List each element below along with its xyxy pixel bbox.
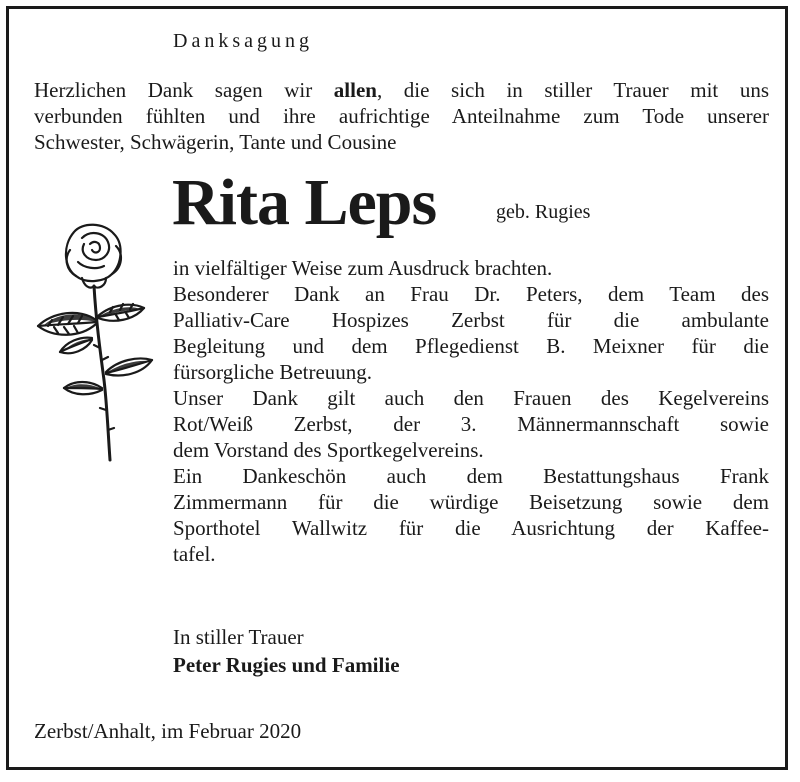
birth-name: geb. Rugies: [496, 201, 591, 223]
body-line-10: Zimmermann für die würdige Beisetzung sowie dem: [173, 490, 769, 514]
intro-emphasis: allen: [333, 78, 377, 102]
body-line-12: tafel.: [173, 542, 216, 566]
body-paragraph: [173, 255, 769, 567]
notice-heading: Danksagung: [173, 30, 313, 52]
intro-line-1: [34, 77, 769, 103]
body-line-6: Unser Dank gilt auch den Frauen des Kegelvereins: [173, 386, 769, 410]
deceased-name-row: [172, 168, 436, 238]
closing-phrase: In stiller Trauer: [173, 625, 304, 649]
body-line-5: fürsorgliche Betreuung.: [173, 360, 373, 384]
body-line-8: dem Vorstand des Sportkegelvereins.: [173, 438, 484, 462]
intro-text-a: Herzlichen Dank sagen wir: [34, 78, 334, 102]
place-date: Zerbst/Anhalt, im Februar 2020: [34, 719, 302, 743]
rose-icon: [34, 220, 160, 464]
intro-paragraph: [34, 77, 769, 155]
intro-line-2: verbunden fühlten und ihre aufrichtige Anteilnahme zum Tode unserer: [34, 104, 769, 128]
closing-block: [173, 623, 400, 679]
body-line-4: Begleitung und dem Pflegedienst B. Meixner für die: [173, 334, 769, 358]
body-line-9: Ein Dankeschön auch dem Bestattungshaus Frank: [173, 464, 769, 488]
body-line-1: in vielfältiger Weise zum Ausdruck brachten.: [173, 256, 553, 280]
body-line-3: Palliativ-Care Hospizes Zerbst für die ambulante: [173, 308, 769, 332]
signature: Peter Rugies und Familie: [173, 653, 400, 677]
deceased-name: Rita Leps: [172, 166, 437, 239]
intro-line-3: Schwester, Schwägerin, Tante und Cousine: [34, 130, 397, 154]
intro-text-b: , die sich in stiller Trauer mit uns: [376, 78, 770, 102]
body-line-11: Sporthotel Wallwitz für die Ausrichtung der Kaffee-: [173, 516, 769, 540]
body-line-2: Besonderer Dank an Frau Dr. Peters, dem Team des: [173, 282, 769, 306]
body-line-7: Rot/Weiß Zerbst, der 3. Männermannschaft sowie: [173, 412, 769, 436]
